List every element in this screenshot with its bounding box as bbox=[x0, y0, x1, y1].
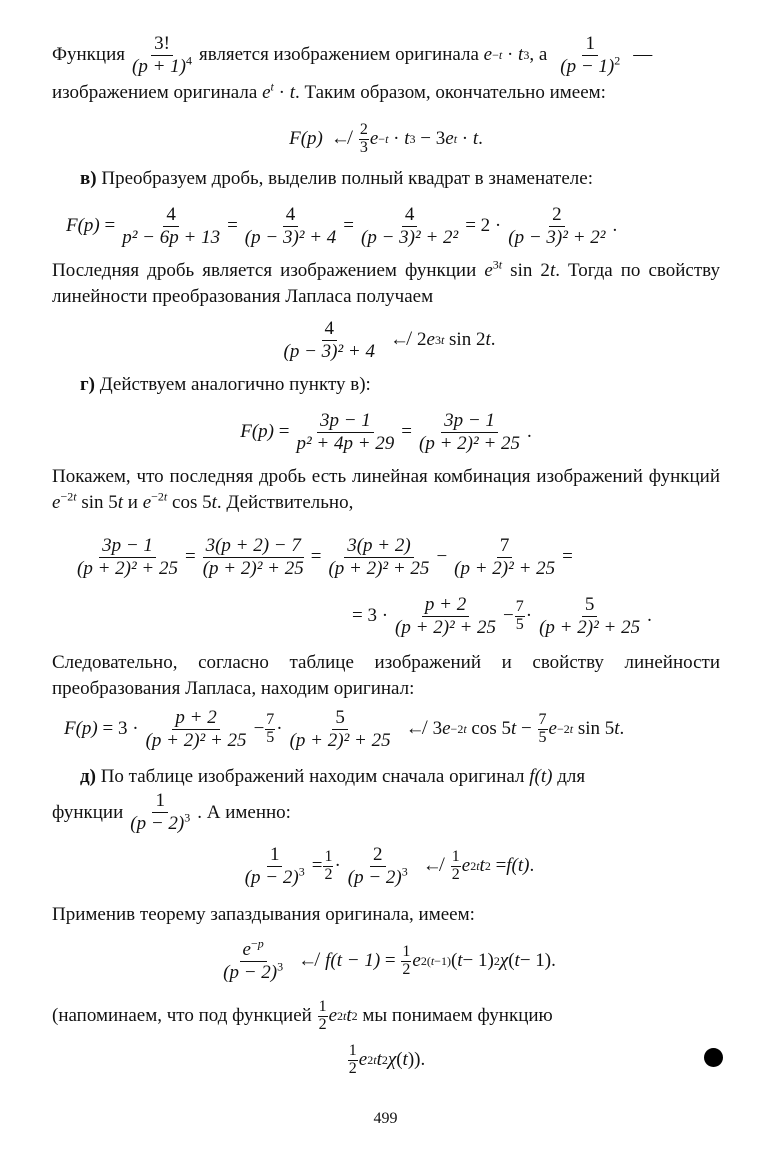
equation-5: $\frac{e^{-p}}{(p - 2)^3}$ ↚ f(t − 1) = 1 2 e 2(t−1) ( t − 1) 2 χ ( t − 1). bbox=[223, 936, 556, 983]
equation-2: $\frac{4}{\text{(p − 3)² + 4}}$ ↚ 2 e 3t sin 2 t . bbox=[283, 317, 496, 362]
equation-1: F(p) ↚ 2 3 e −t · t 3 − 3 e t · t . bbox=[289, 120, 483, 156]
end-of-proof-mark bbox=[704, 1048, 723, 1067]
equation-4: $\frac{1}{(p - 2)^3}$ = 1 2 · $\frac{2}{(p - 2)^3}$ ↚ 1 2 e 2t t 2 = f(t) . bbox=[244, 843, 535, 888]
equation-d2: = 3 · $\frac{p + 2}{\text{(p + 2)² + 25}}$ − 7 5 · $\frac{5}{\text{(p + 2)² + 25}}$ . bbox=[352, 593, 652, 638]
equation-g: F(p) = $\frac{3p - 1}{\text{p² + 4p + 29}}$ = $\frac{3p - 1}{\text{(p + 2)² + 25}}$ . bbox=[240, 409, 532, 454]
frac-1-p-1: $\frac{1}{(p - 1)^2}$ bbox=[560, 32, 621, 77]
page-number: 499 bbox=[373, 1110, 398, 1127]
paragraph-3: Покажем, что последняя дробь есть линейная комбинация изображений функций $e^{-2t}$ sin 5t и $e^{-2t}$ cos 5t. Действительно, bbox=[52, 466, 720, 513]
equation-6: 1 2 e 2t t 2 χ ( t )). bbox=[348, 1041, 426, 1077]
paragraph-v: в) Преобразуем дробь, выделив полный квадрат в знаменателе: bbox=[80, 168, 593, 189]
paragraph-g: г) Действуем аналогично пункту в): bbox=[80, 374, 371, 395]
equation-3: F(p) = 3 · $\frac{p + 2}{\text{(p + 2)² + 25}}$ − 7 5 · $\frac{5}{\text{(p + 2)² + 25}}$ ↚ 3 e −2t cos 5 t − 7 5 e −2t sin 5 t . bbox=[64, 706, 625, 751]
paragraph-1 bbox=[52, 30, 720, 106]
paragraph-d: д) По таблице изображений находим сначала оригинал f(t) для функции $\frac{1}{(p - 2)^3}$ . А именно: bbox=[52, 766, 586, 835]
paragraph-5: Применив теорему запаздывания оригинала, имеем: bbox=[52, 904, 475, 925]
paragraph-4: Следовательно, согласно таблице изображений и свойству линейности преобразования Лапласа, находим оригинал: bbox=[52, 652, 720, 699]
frac-3fact: $\frac{3!}{(p + 1)^4}$ bbox=[132, 32, 192, 77]
line-1: Функция $\frac{3!}{(p + 1)^4}$ является изображением оригинала e −t · t 3 , а $\frac{1}{(p - 1)^2}$ — bbox=[52, 32, 653, 77]
paragraph-6: (напоминаем, что под функцией 1 2 e 2t t 2 мы понимаем функцию bbox=[52, 997, 553, 1033]
equation-d1: $\frac{3p - 1}{\text{(p + 2)² + 25}}$ = $\frac{3(p + 2) - 7}{\text{(p + 2)² + 25}}$ = $\frac{3(p + 2)}{\text{(p + 2)² + 25}}$ − $\frac{7}{\text{(p + 2)² + 25}}$ = bbox=[77, 534, 573, 579]
equation-v: F(p) = $\frac{4}{\text{p² − 6p + 13}}$ = $\frac{4}{\text{(p − 3)² + 4}}$ = $\frac{4}{\text{(p − 3)² + 2²}}$ = 2 · $\frac{2}{\text{(p − 3)² + 2²}}$ . bbox=[66, 203, 618, 248]
paragraph-2: Последняя дробь является изображением функции $e^{3t}$ sin 2t. Тогда по свойству линейности преобразования Лапласа получаем bbox=[52, 257, 720, 307]
line-2: изображением оригинала $e^t \cdot t$. Таким образом, окончательно имеем: bbox=[52, 79, 606, 103]
